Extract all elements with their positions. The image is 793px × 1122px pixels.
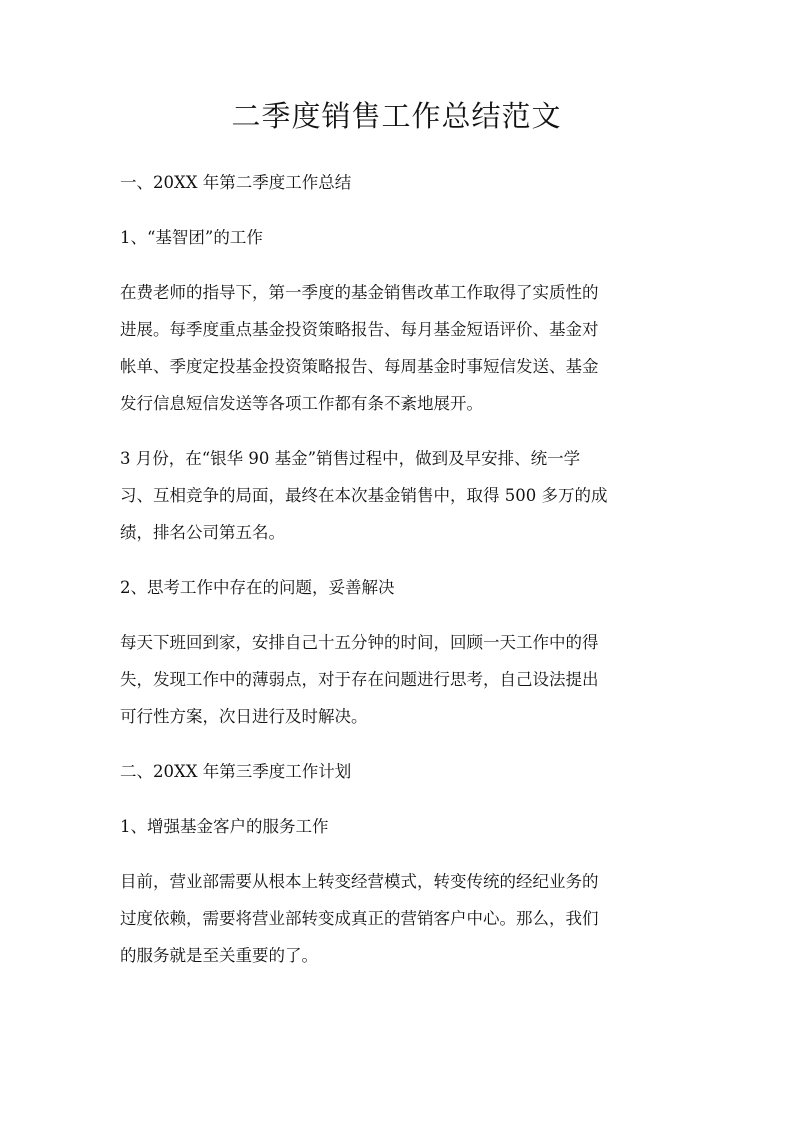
line: 2、思考工作中存在的问题，妥善解决	[120, 578, 395, 597]
line: 进展。每季度重点基金投资策略报告、每月基金短语评价、基金对	[120, 320, 599, 339]
line: 二、20XX 年第三季度工作计划	[120, 762, 352, 781]
line: 失，发现工作中的薄弱点，对于存在问题进行思考，自己设法提出	[120, 670, 599, 689]
line: 1、“基智团”的工作	[120, 228, 263, 247]
paragraph-transformation	[120, 863, 676, 974]
line: 一、20XX 年第二季度工作总结	[120, 173, 352, 192]
paragraph-daily-review	[120, 624, 676, 735]
line: 帐单、季度定投基金投资策略报告、每周基金时事短信发送、基金	[120, 357, 599, 376]
subheading-problems	[120, 569, 676, 606]
subheading-client-service	[120, 808, 676, 845]
section-heading-q3-plan	[120, 753, 676, 790]
line: 可行性方案，次日进行及时解决。	[120, 707, 368, 726]
line: 每天下班回到家，安排自己十五分钟的时间，回顾一天工作中的得	[120, 633, 599, 652]
line: 绩，排名公司第五名。	[120, 523, 285, 542]
section-heading-q2-summary	[120, 164, 676, 201]
document-title: 二季度销售工作总结范文	[231, 99, 562, 133]
document-body	[120, 164, 676, 974]
line: 目前，营业部需要从根本上转变经营模式，转变传统的经纪业务的	[120, 872, 599, 891]
line: 的服务就是至关重要的了。	[120, 946, 318, 965]
line: 发行信息短信发送等各项工作都有条不紊地展开。	[120, 394, 483, 413]
paragraph-reform-progress	[120, 274, 676, 422]
line: 1、增强基金客户的服务工作	[120, 817, 329, 836]
subheading-jizhituan	[120, 219, 676, 256]
line: 习、互相竞争的局面，最终在本次基金销售中，取得 500 多万的成	[120, 486, 608, 505]
line: 在费老师的指导下，第一季度的基金销售改革工作取得了实质性的	[120, 283, 599, 302]
line: 过度依赖，需要将营业部转变成真正的营销客户中心。那么，我们	[120, 909, 599, 928]
line: 3 月份，在“银华 90 基金”销售过程中，做到及早安排、统一学	[120, 449, 581, 468]
paragraph-march-sales	[120, 440, 676, 551]
